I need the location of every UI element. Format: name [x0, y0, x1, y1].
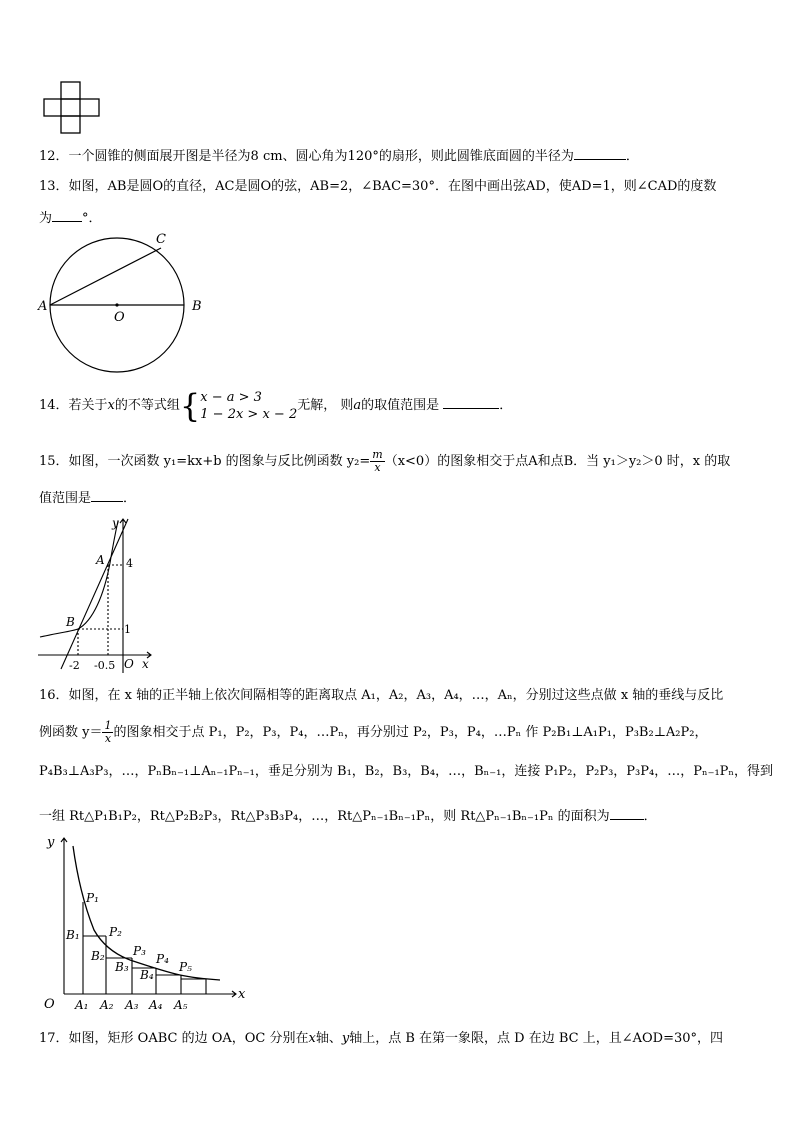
q17-mid: 轴、 [315, 1031, 342, 1046]
circle-figure [34, 228, 214, 373]
q13-line2a: 为 [39, 211, 53, 226]
question-15-line2 [39, 487, 136, 509]
q15-end: ． [123, 491, 137, 506]
q14-pre: 14．若关于 [39, 398, 108, 413]
q16-label-p5: P₅ [179, 960, 192, 974]
q15-frac-num: m [372, 448, 383, 461]
q16-label-a3: A₃ [125, 998, 139, 1012]
q15-post: （x<0）的图象相交于点A和点B．当 y₁＞y₂＞0 时，x 的取 [384, 454, 731, 469]
q16-answer-blank [610, 805, 644, 820]
q14-end: ． [499, 398, 513, 413]
q15-pre: 15．如图，一次函数 y₁=kx+b 的图象与反比例函数 y₂= [39, 454, 371, 469]
question-16-line1 [39, 686, 723, 706]
q17-var-y: y [341, 1031, 350, 1046]
cube-net-figure [42, 80, 102, 136]
q17-post: 轴上，点 B 在第一象限，点 D 在边 BC 上，且∠AOD=30°，四 [349, 1031, 724, 1046]
q13-line2b: °． [82, 211, 102, 226]
line-y1 [61, 519, 128, 669]
q15-label-4: 4 [126, 557, 133, 570]
question-15-line1 [39, 445, 730, 479]
q12-answer-blank [574, 145, 626, 160]
q16-label-p2: P₂ [109, 925, 122, 939]
q16-label-b1: B₁ [66, 928, 80, 942]
q14-ineq1: x − a > 3 [200, 389, 262, 405]
q15-label-o: O [124, 657, 134, 671]
q14-ineq2: 1 − 2x > x − 2 [200, 406, 298, 422]
chord-ac [50, 248, 161, 305]
q14-brace: { [179, 386, 201, 425]
q16-graph [40, 832, 250, 1016]
q16-line3: P₄B₃⊥A₃P₃，…，PₙBₙ₋₁⊥Aₙ₋₁Pₙ₋₁，垂足分别为 B₁，B₂，B₃，B₄，…，Bₙ₋₁，连接 P₁P₂，P₂P₃，P₃P₄，…，Pₙ₋₁Pₙ，得到 [39, 764, 774, 779]
q16-label-p1: P₁ [86, 891, 99, 905]
question-13-line2 [39, 207, 102, 229]
q15-fraction [370, 449, 384, 474]
q13-answer-blank [52, 207, 82, 222]
q16-line4: 一组 Rt△P₁B₁P₂，Rt△P₂B₂P₃，Rt△P₃B₃P₄，…，Rt△Pₙ₋₁Bₙ₋₁Pₙ，则 Rt△Pₙ₋₁Bₙ₋₁Pₙ 的面积为 [39, 809, 610, 824]
q16-frac-num: 1 [104, 719, 112, 732]
q15-label-b: B [66, 615, 75, 629]
label-a: A [38, 299, 48, 314]
q13-line1: 13．如图，AB是圆O的直径，AC是圆O的弦，AB=2，∠BAC=30°．在图中画出弦AD，使AD=1，则∠CAD的度数 [39, 179, 717, 194]
center-dot [115, 303, 118, 306]
q16-label-a1: A₁ [75, 998, 89, 1012]
question-12 [39, 145, 639, 167]
label-b: B [192, 299, 202, 314]
q16-label-x: x [238, 987, 246, 1002]
q16-label-b4: B₄ [140, 968, 154, 982]
curve-y2 [40, 521, 118, 637]
question-16-line3 [39, 762, 773, 782]
question-13-line1 [39, 177, 716, 197]
q16-label-b3: B₃ [115, 960, 129, 974]
q16-line2pre: 例函数 y＝ [39, 725, 103, 740]
q16-label-p4: P₄ [156, 952, 169, 966]
q15-label-y: y [112, 516, 119, 530]
q15-label-neg05: -0.5 [94, 659, 116, 672]
q16-label-p3: P₃ [133, 944, 146, 958]
label-o: O [114, 310, 125, 325]
q17-var-x: x [308, 1031, 316, 1046]
q17-pre: 17．如图，矩形 OABC 的边 OA，OC 分别在 [39, 1031, 309, 1046]
question-17 [39, 1029, 723, 1049]
q15-line2: 值范围是 [39, 491, 92, 506]
q16-label-b2: B₂ [91, 949, 105, 963]
q16-label-o: O [44, 997, 55, 1012]
q15-graph [38, 515, 158, 673]
q16-label-a4: A₄ [149, 998, 163, 1012]
q15-label-1: 1 [124, 623, 131, 636]
q16-fraction [102, 720, 113, 745]
q16-label-a5: A₅ [174, 998, 188, 1012]
q14-var-a: a [353, 398, 362, 413]
q16-end: ． [643, 809, 657, 824]
q14-answer-blank [443, 394, 499, 409]
q12-end: ． [625, 149, 639, 164]
q14-post2: 的取值范围是 [361, 398, 440, 413]
q14-var-x: x [107, 398, 115, 413]
label-c: C [156, 232, 166, 247]
q12-text: 12．一个圆锥的侧面展开图是半径为8 cm、圆心角为120°的扇形，则此圆锥底面圆的半径为 [39, 149, 574, 164]
q16-label-y: y [47, 835, 55, 850]
question-16-line2 [39, 716, 707, 750]
q15-answer-blank [91, 487, 123, 502]
q15-label-x: x [142, 657, 149, 671]
q14-post: 无解， 则 [297, 398, 354, 413]
question-14 [39, 386, 512, 426]
q15-label-neg2: -2 [69, 659, 80, 672]
q15-frac-den: x [374, 461, 381, 474]
q15-label-a: A [96, 553, 105, 567]
q16-line1: 16．如图，在 x 轴的正半轴上依次间隔相等的距离取点 A₁，A₂，A₃，A₄，…，Aₙ，分别过这些点做 x 轴的垂线与反比 [39, 688, 724, 703]
q16-frac-den: x [104, 732, 112, 745]
q16-label-a2: A₂ [100, 998, 114, 1012]
q14-mid: 的不等式组 [114, 398, 180, 413]
q14-system [200, 389, 297, 423]
q16-line2post: 的图象相交于点 P₁，P₂，P₃，P₄，…Pₙ，再分别过 P₂，P₃，P₄，…Pₙ 作 P₂B₁⊥A₁P₁，P₃B₂⊥A₂P₂， [113, 725, 708, 740]
question-16-line4 [39, 805, 657, 827]
